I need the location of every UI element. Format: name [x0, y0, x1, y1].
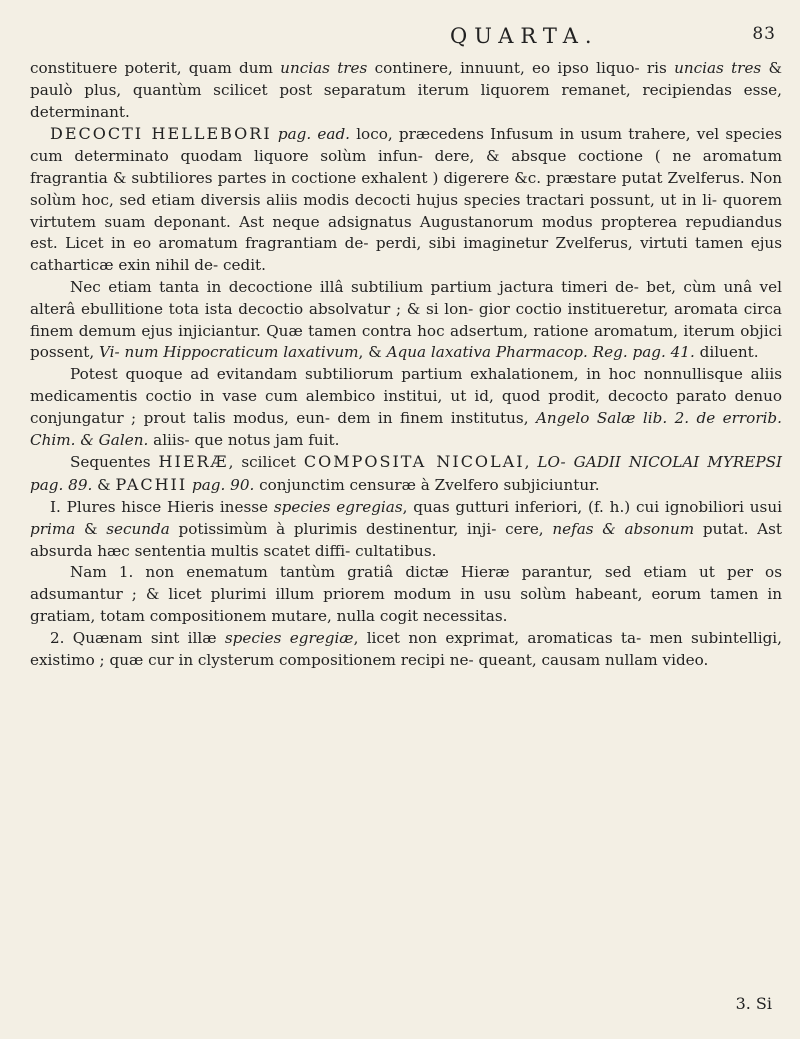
- text-run: continere, innuunt, eo ipso liquo- ris: [367, 59, 675, 77]
- italic-run: pag. 90.: [192, 476, 255, 495]
- text-run: constituere poterit, quam dum: [30, 59, 281, 77]
- smallcaps-run: PACHII: [115, 475, 188, 495]
- text-run: conjunctim censuræ à Zvelfero subjiciuntur.: [254, 476, 600, 495]
- text-run: putat. Ast absurda hæc sententia multis scatet diffi- cultatibus.: [30, 519, 782, 560]
- text-run: Nec etiam tanta in decoctione illâ subtilium partium jactura timeri de- bet, cùm unâ vel alterâ ebullitione tota ista decoctio absolvatur ; & si lon- gior coctio institueretur, aromata circa finem demum ejus injiciantur. Quæ tamen contra hoc adsertum, ratione aromatum, iterum objici possent,: [30, 277, 782, 362]
- italic-run: nefas & absonum: [552, 519, 695, 538]
- italic-run: secunda: [106, 519, 170, 538]
- paragraph: [30, 364, 782, 451]
- text-run: &: [75, 519, 107, 538]
- paragraph: [30, 123, 782, 277]
- italic-run: Vi- num Hippocraticum laxativum: [98, 343, 359, 362]
- italic-run: uncias tres: [280, 59, 368, 77]
- italic-run: Aqua laxativa Pharmacop. Reg. pag. 41.: [386, 343, 695, 362]
- italic-run: uncias tres: [674, 59, 762, 77]
- page: [30, 18, 782, 1023]
- smallcaps-run: DECOCTI HELLEBORI: [50, 124, 272, 144]
- text-run: , scilicet: [228, 453, 304, 472]
- italic-run: LO- GADII NICOLAI MYREPSI pag. 89.: [30, 453, 783, 495]
- text-run: loco, præcedens Infusum in usum trahere, vel species cum determinato quodam liquore solùm infun- dere, & absque coctione ( ne aromatum fragrantia & subtiliores partes in coctione exhalent ) digerere &c. præstare putat Zvelferus. Non solùm hoc, sed etiam diversis aliis modis decocti hujus species tractari possunt, ut in li- quorem virtutem suam deponant. Ast neque adsignatus Augustanorum modus propterea repudiandus est. Licet in eo aromatum fragrantiam de- perdi, sibi imaginetur Zvelferus, virtuti tamen ejus catharticæ exin nihil de- cedit.: [30, 125, 783, 275]
- text-run: I. Plures hisce Hieris inesse: [50, 497, 274, 516]
- paragraph: [30, 451, 782, 497]
- paragraph: [30, 497, 782, 562]
- italic-run: prima: [30, 519, 76, 538]
- text-run: Nam 1. non enematum tantùm gratiâ dictæ Hieræ parantur, sed etiam ut per os adsumantur ; & licet plurimi illum priorem modum in usu solùm habeant, eorum tamen in gratiam, totam compositionem mutare, nulla cogit necessitas.: [30, 563, 782, 625]
- text-run: &: [92, 476, 116, 495]
- text-run: , quas gutturi inferiori, (f. h.) cui ignobiliori usui: [402, 497, 782, 516]
- paragraph: [30, 562, 782, 627]
- smallcaps-run: COMPOSITA NICOLAI: [303, 452, 525, 472]
- paragraph: [30, 58, 782, 123]
- running-header: [30, 18, 782, 58]
- italic-run: Angelo Salæ lib. 2. de errorib. Chim. & Galen.: [30, 408, 782, 449]
- text-run: , licet non exprimat, aromaticas ta- men subintelligi, existimo ; quæ cur in clysterum compositionem recipi ne- queant, causam nullam video.: [30, 628, 782, 669]
- paragraph: [30, 277, 782, 364]
- paragraph: [30, 628, 782, 672]
- page-number: 83: [752, 24, 776, 44]
- text-run: diluent.: [694, 343, 759, 362]
- text-run: , &: [358, 343, 387, 362]
- text-run: & paulò plus, quantùm scilicet post separatum iterum liquorem remanet, recipiendas esse, determinant.: [30, 59, 782, 121]
- text-run: ,: [524, 453, 538, 472]
- catchword: 3. Si: [735, 994, 772, 1013]
- text-run: 2. Quænam sint illæ: [50, 628, 225, 647]
- running-title: QUARTA.: [450, 24, 599, 48]
- text-run: aliis- que notus jam fuit.: [148, 430, 340, 449]
- italic-run: pag. ead.: [277, 125, 350, 144]
- text-run: potissimùm à plurimis destinentur, inji- cere,: [169, 519, 553, 538]
- italic-run: species egregias: [273, 497, 403, 516]
- italic-run: species egregiæ: [224, 628, 354, 647]
- smallcaps-run: HIERÆ: [158, 452, 229, 472]
- text-run: Sequentes: [70, 453, 159, 472]
- text-run: Potest quoque ad evitandam subtiliorum partium exhalationem, in hoc nonnullisque aliis medicamentis coctio in vase cum alembico institui, ut id, quod prodit, decocto parato denuo conjungatur ; prout talis modus, eun- dem in finem institutus,: [30, 365, 782, 427]
- body-text: [30, 58, 782, 671]
